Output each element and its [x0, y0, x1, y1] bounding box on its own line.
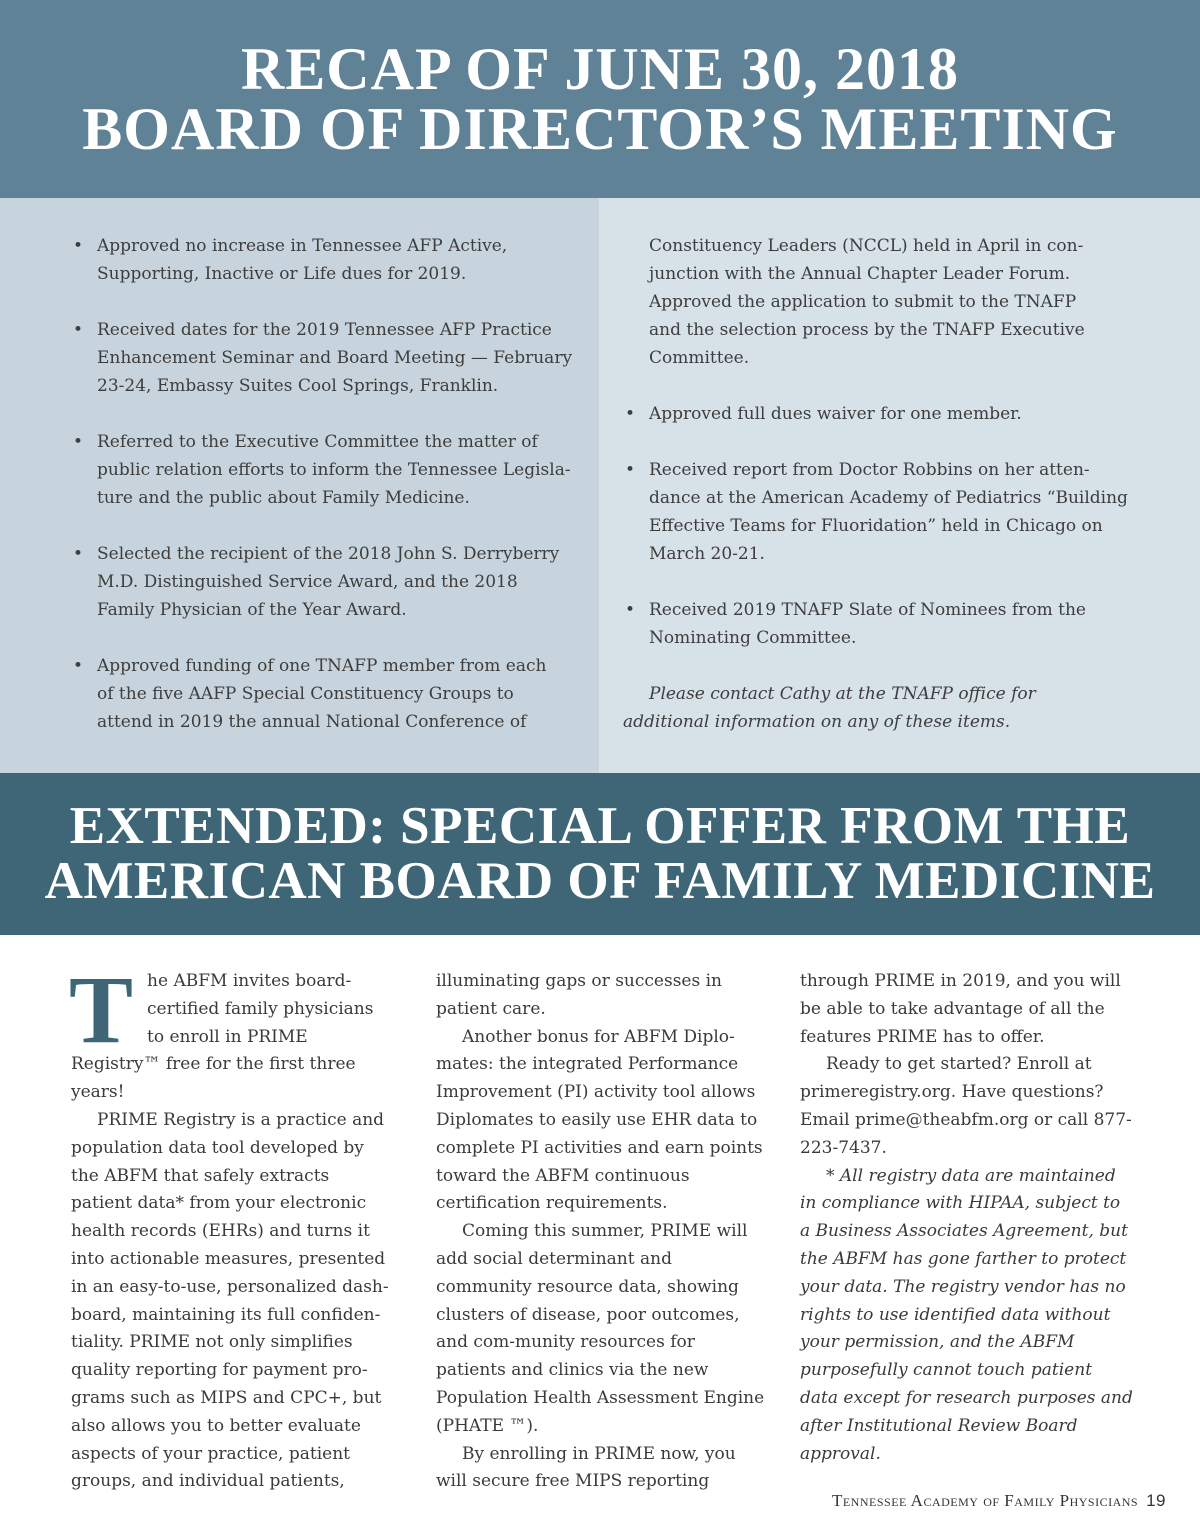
bullet-dot: •	[625, 404, 636, 424]
bullet-item	[71, 232, 576, 288]
bullet-text-line: and the selection process by the TNAFP Executive	[649, 320, 1085, 340]
bullet-dot: •	[625, 460, 636, 480]
bullet-text-line: junction with the Annual Chapter Leader Forum.	[649, 264, 1071, 284]
offer-column-1	[69, 956, 389, 1496]
publication-name: Tennessee Academy of Family Physicians	[831, 1491, 1139, 1510]
offer-title-line1: EXTENDED: SPECIAL OFFER FROM THE	[69, 797, 1131, 855]
bullet-text-line: dance at the American Academy of Pediatrics “Building	[649, 488, 1128, 508]
offer-banner	[0, 773, 1200, 935]
bullet-text-line: Received report from Doctor Robbins on her atten-	[649, 460, 1090, 480]
page-footer	[832, 1491, 1166, 1511]
bullet-dot: •	[73, 544, 84, 564]
bullet-item	[71, 316, 576, 400]
bullet-continuation	[623, 232, 1128, 372]
bullet-text-line: Approved no increase in Tennessee AFP Active,	[97, 236, 508, 256]
bullet-text-line: Selected the recipient of the 2018 John S. Derryberry	[97, 544, 560, 564]
bullet-text-line: Effective Teams for Fluoridation” held in Chicago on	[649, 516, 1103, 536]
bullet-text-line: ture and the public about Family Medicine.	[97, 488, 470, 508]
offer-paragraph: PRIME Registry is a practice and population data tool developed by the ABFM that safely extracts patient data* from your electronic health records (EHRs) and turns it into actionable measures, presented in an easy-to-use, personalized dash-board, maintaining its full confiden-tiality. PRIME not only simplifies quality reporting for payment pro-grams such as MIPS and CPC+, but also allows you to better evaluate aspects of your practice, patient groups, and individual patients,	[71, 1109, 389, 1492]
bullet-item	[71, 428, 576, 512]
bullet-item	[623, 400, 1128, 428]
bullet-item	[623, 456, 1128, 568]
bullet-text-line: 23-24, Embassy Suites Cool Springs, Franklin.	[97, 376, 499, 396]
bullet-item	[71, 540, 576, 624]
bullet-item	[71, 652, 576, 736]
bullet-text-line: Approved full dues waiver for one member.	[649, 404, 1022, 424]
offer-paragraph: through PRIME in 2019, and you will be able to take advantage of all the features PRIME has to offer.	[800, 971, 1121, 1047]
offer-paragraph: Coming this summer, PRIME will add social determinant and community resource data, showing clusters of disease, poor outcomes, and com-munity resources for patients and clinics via the new Population Health Assessment Engine (PHATE ™).	[436, 1221, 765, 1436]
recap-title-line1: RECAP OF JUNE 30, 2018	[240, 36, 960, 102]
bullet-dot: •	[73, 236, 84, 256]
bullet-text-line: Enhancement Seminar and Board Meeting — February	[97, 348, 573, 368]
drop-cap: T	[69, 956, 134, 1063]
offer-footnote: * All registry data are maintained in compliance with HIPAA, subject to a Business Associates Agreement, but the ABFM has gone farther to protect your data. The registry vendor has no rights to use identified data without your permission, and the ABFM purposefully cannot touch patient data except for research purposes and after Institutional Review Board approval.	[800, 1165, 1133, 1464]
recap-right-list	[623, 232, 1128, 736]
contact-note	[623, 680, 1128, 736]
bullet-text-line: Approved funding of one TNAFP member from each	[97, 656, 547, 676]
recap-banner	[0, 0, 1200, 198]
bullet-text-line: Referred to the Executive Committee the matter of	[97, 432, 538, 452]
bullet-text-line: M.D. Distinguished Service Award, and the 2018	[97, 572, 518, 592]
offer-paragraph: illuminating gaps or successes in patient care.	[436, 971, 722, 1019]
recap-left-list	[71, 232, 576, 736]
bullet-dot: •	[73, 320, 84, 340]
bullet-text-line: Nominating Committee.	[649, 628, 857, 648]
contact-note-line: Please contact Cathy at the TNAFP office for	[649, 684, 1036, 704]
bullet-text-line: March 20-21.	[649, 544, 765, 564]
offer-title-line2: AMERICAN BOARD OF FAMILY MEDICINE	[44, 852, 1156, 910]
bullet-text-line: Supporting, Inactive or Life dues for 2019.	[97, 264, 467, 284]
bullet-dot: •	[73, 432, 84, 452]
recap-title-line2: BOARD OF DIRECTOR’S MEETING	[82, 96, 1118, 162]
bullet-text-line: Committee.	[649, 348, 750, 368]
contact-note-line: additional information on any of these items.	[623, 712, 1011, 732]
bullet-text-line: of the five AAFP Special Constituency Groups to	[97, 684, 514, 704]
offer-intro-paragraph: he ABFM invites board-certified family physicians to enroll in PRIME Registry™ free for the first three years!	[71, 971, 374, 1103]
bullet-dot: •	[625, 600, 636, 620]
bullet-text-line: Family Physician of the Year Award.	[97, 600, 407, 620]
bullet-text-line: Received 2019 TNAFP Slate of Nominees from the	[649, 600, 1086, 620]
bullet-text-line: Approved the application to submit to the TNAFP	[649, 292, 1077, 312]
bullet-text-line: public relation efforts to inform the Tennessee Legisla-	[97, 460, 571, 480]
offer-paragraph: Ready to get started? Enroll at primeregistry.org. Have questions? Email prime@theabfm.org or call 877-223-7437.	[800, 1054, 1132, 1158]
page-number: 19	[1146, 1491, 1166, 1510]
offer-column-2	[436, 968, 766, 1496]
offer-column-3	[800, 968, 1135, 1468]
bullet-text-line: Received dates for the 2019 Tennessee AFP Practice	[97, 320, 552, 340]
offer-paragraph: Another bonus for ABFM Diplo-mates: the integrated Performance Improvement (PI) activity tool allows Diplomates to easily use EHR data to complete PI activities and earn points toward the ABFM continuous certification requirements.	[436, 1026, 763, 1214]
recap-section	[0, 198, 1200, 773]
bullet-text-line: Constituency Leaders (NCCL) held in April in con-	[649, 236, 1084, 256]
bullet-item	[623, 596, 1128, 652]
bullet-text-line: attend in 2019 the annual National Conference of	[97, 712, 527, 732]
offer-paragraph: By enrolling in PRIME now, you will secure free MIPS reporting	[436, 1443, 736, 1492]
bullet-dot: •	[73, 656, 84, 676]
